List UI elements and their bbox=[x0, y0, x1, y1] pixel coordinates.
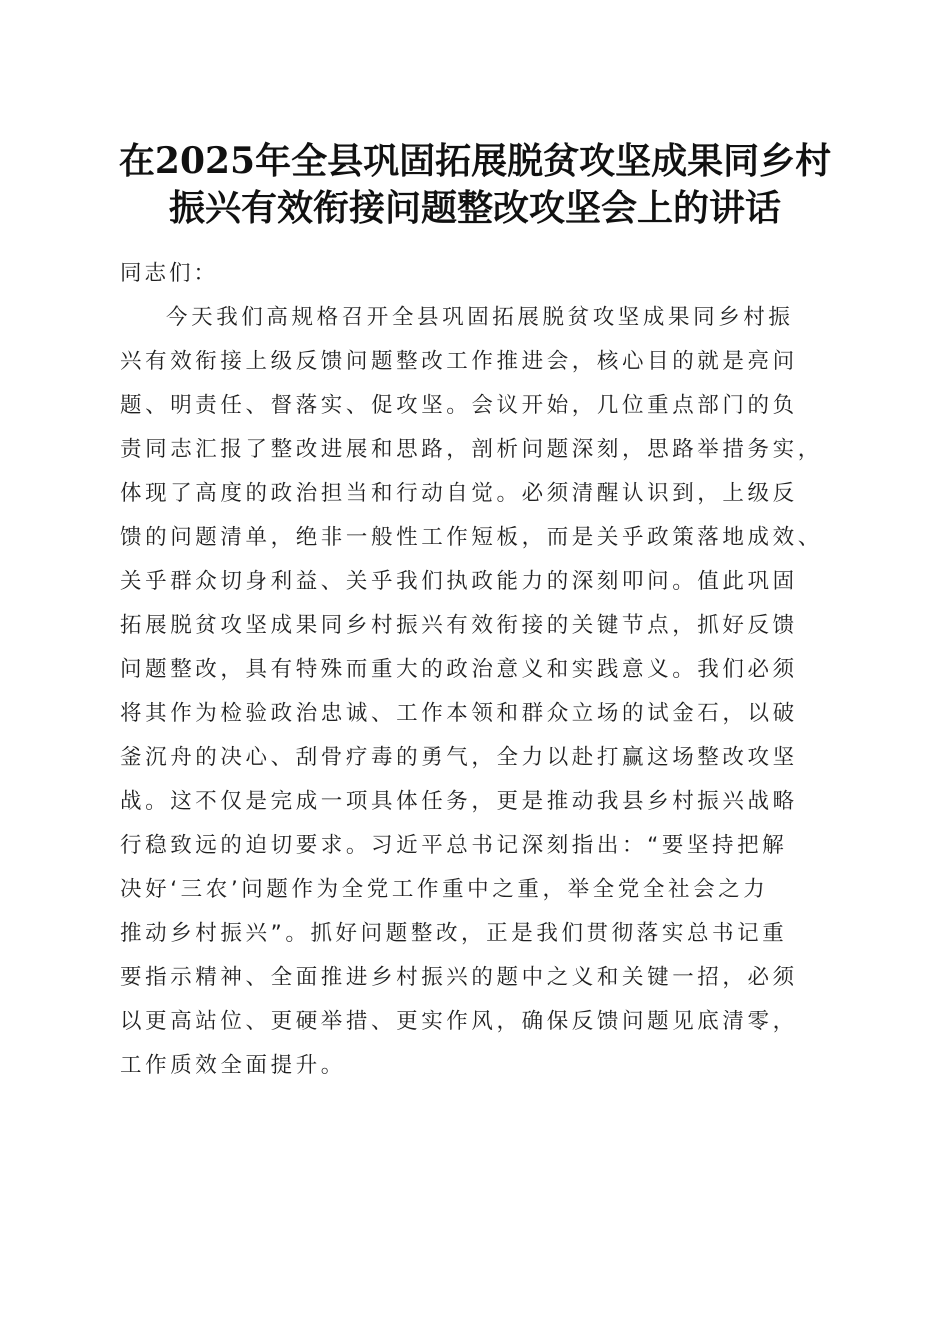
title-line-2: 振兴有效衔接问题整改攻坚会上的讲话 bbox=[168, 187, 781, 229]
paragraph-line: 题、明责任、督落实、促攻坚。会议开始，几位重点部门的负 bbox=[120, 393, 798, 418]
paragraph-line: 决好‘三农’问题作为全党工作重中之重，举全党全社会之力 bbox=[120, 877, 769, 902]
paragraph-line: 工作质效全面提升。 bbox=[120, 1053, 346, 1078]
paragraph-line: 战。这不仅是完成一项具体任务，更是推动我县乡村振兴战略 bbox=[120, 789, 798, 814]
title-line-1: 在2025年全县巩固拓展脱贫攻坚成果同乡村 bbox=[118, 140, 832, 182]
paragraph-line: 责同志汇报了整改进展和思路，剖析问题深刻，思路举措务实， bbox=[120, 437, 823, 462]
paragraph-line: 行稳致远的迫切要求。习近平总书记深刻指出：“要坚持把解 bbox=[120, 833, 788, 858]
paragraph-line: 问题整改，具有特殊而重大的政治意义和实践意义。我们必须 bbox=[120, 657, 798, 682]
paragraph-line: 将其作为检验政治忠诚、工作本领和群众立场的试金石，以破 bbox=[120, 701, 798, 726]
paragraph-line: 釜沉舟的决心、刮骨疗毒的勇气，全力以赴打赢这场整改攻坚 bbox=[120, 745, 798, 770]
paragraph-line: 兴有效衔接上级反馈问题整改工作推进会，核心目的就是亮问 bbox=[120, 349, 798, 374]
paragraph-line: 今天我们高规格召开全县巩固拓展脱贫攻坚成果同乡村振 bbox=[166, 305, 794, 330]
paragraph-line: 拓展脱贫攻坚成果同乡村振兴有效衔接的关键节点，抓好反馈 bbox=[120, 613, 798, 638]
paragraph-line: 体现了高度的政治担当和行动自觉。必须清醒认识到，上级反 bbox=[120, 481, 798, 506]
document-body bbox=[120, 252, 832, 1088]
main-paragraph bbox=[120, 296, 832, 1088]
paragraph-line: 推动乡村振兴”。抓好问题整改，正是我们贯彻落实总书记重 bbox=[120, 921, 788, 946]
paragraph-line: 要指示精神、全面推进乡村振兴的题中之义和关键一招，必须 bbox=[120, 965, 798, 990]
paragraph-line: 馈的问题清单，绝非一般性工作短板，而是关乎政策落地成效、 bbox=[120, 525, 823, 550]
salutation: 同志们： bbox=[120, 261, 219, 286]
paragraph-line: 关乎群众切身利益、关乎我们执政能力的深刻叩问。值此巩固 bbox=[120, 569, 798, 594]
document-title bbox=[95, 138, 855, 232]
paragraph-line: 以更高站位、更硬举措、更实作风，确保反馈问题见底清零， bbox=[120, 1009, 798, 1034]
